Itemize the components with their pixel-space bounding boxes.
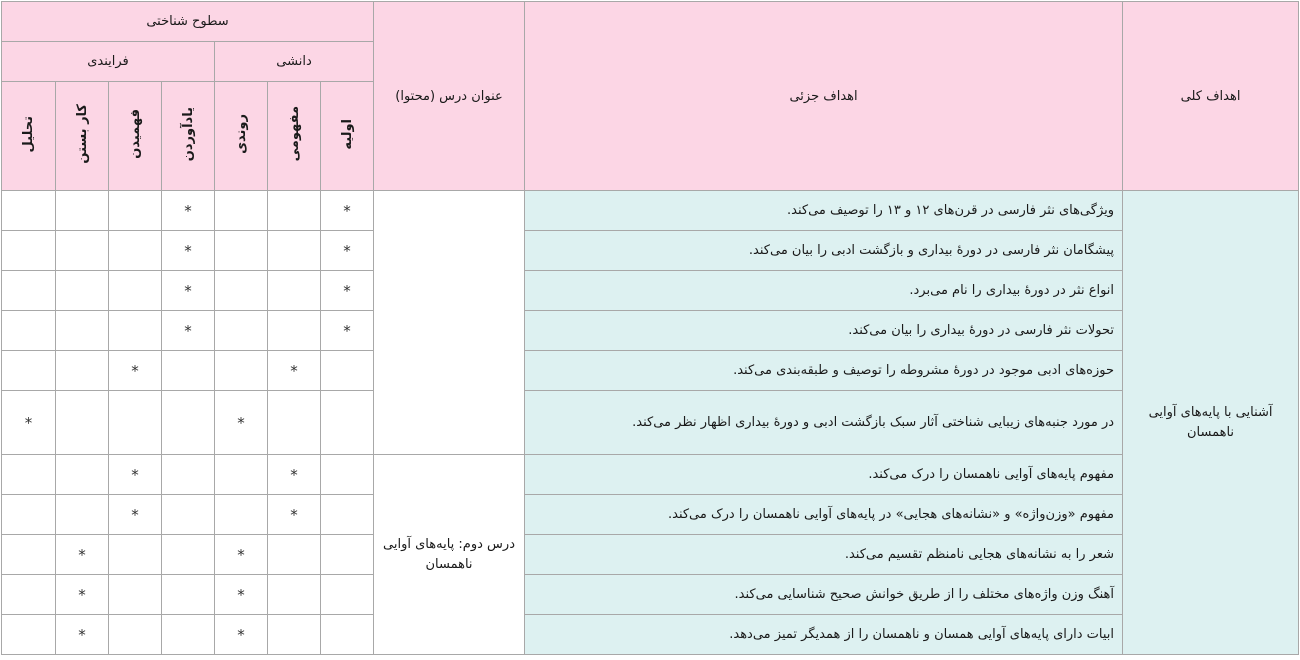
mark-understanding [109,391,162,455]
table-row [2,271,1299,311]
mark-procedural [215,311,268,351]
mark-analysis [2,455,56,495]
mark-conceptual: * [268,495,321,535]
mark-analysis [2,191,56,231]
specific-goals-header: اهداف جزئی [525,2,1123,191]
mark-conceptual [268,191,321,231]
mark-conceptual: * [268,455,321,495]
mark-primary [321,535,374,575]
table-row [2,191,1299,231]
table-row [2,351,1299,391]
level-header-analysis: تحلیل [2,82,56,191]
general-goals-header: اهداف کلی [1123,2,1299,191]
table-row [2,231,1299,271]
level-header-primary: اولیه [321,82,374,191]
mark-analysis [2,231,56,271]
level-header-remembering: یادآوردن [162,82,215,191]
mark-primary [321,495,374,535]
lesson-cell-empty [374,191,525,455]
mark-primary [321,575,374,615]
mark-understanding [109,191,162,231]
mark-understanding [109,575,162,615]
mark-conceptual [268,271,321,311]
objective-text: آهنگ وزن واژه‌های مختلف را از طریق خوانش صحیح شناسایی می‌کند. [525,575,1123,615]
mark-procedural [215,231,268,271]
mark-primary: * [321,271,374,311]
mark-procedural [215,455,268,495]
mark-analysis [2,311,56,351]
mark-understanding [109,535,162,575]
mark-procedural: * [215,615,268,655]
level-header-applying: کار بستن [56,82,109,191]
mark-conceptual [268,311,321,351]
mark-remembering: * [162,271,215,311]
mark-analysis [2,615,56,655]
mark-primary [321,351,374,391]
mark-conceptual [268,575,321,615]
mark-understanding [109,271,162,311]
mark-remembering [162,455,215,495]
knowledge-header: دانشی [215,42,374,82]
mark-procedural [215,495,268,535]
table-row [2,495,1299,535]
mark-remembering [162,351,215,391]
objective-text: مفهوم «وزن‌واژه» و «نشانه‌های هجایی» در پایه‌های آوایی ناهمسان را درک می‌کند. [525,495,1123,535]
mark-procedural: * [215,575,268,615]
mark-analysis [2,271,56,311]
mark-analysis [2,575,56,615]
mark-applying: * [56,535,109,575]
mark-applying [56,231,109,271]
table-row [2,535,1299,575]
lesson-title: درس دوم: پایه‌های آوایی ناهمسان [374,455,525,655]
table-row [2,615,1299,655]
level-header-understanding: فهمیدن [109,82,162,191]
table-row [2,575,1299,615]
mark-understanding: * [109,455,162,495]
table-row [2,311,1299,351]
mark-primary [321,455,374,495]
mark-applying [56,271,109,311]
mark-remembering [162,575,215,615]
mark-analysis [2,535,56,575]
mark-remembering: * [162,191,215,231]
mark-procedural: * [215,391,268,455]
mark-primary: * [321,231,374,271]
mark-conceptual [268,391,321,455]
lesson-title-header: عنوان درس (محتوا) [374,2,525,191]
mark-procedural [215,351,268,391]
mark-applying [56,191,109,231]
mark-applying: * [56,575,109,615]
mark-applying [56,455,109,495]
mark-understanding [109,231,162,271]
table-row [2,391,1299,455]
mark-primary [321,615,374,655]
mark-conceptual [268,615,321,655]
mark-understanding [109,311,162,351]
process-header: فرایندی [2,42,215,82]
mark-analysis [2,351,56,391]
level-header-procedural: روندی [215,82,268,191]
mark-remembering [162,391,215,455]
mark-applying [56,351,109,391]
mark-procedural [215,191,268,231]
objective-text: انواع نثر در دورهٔ بیداری را نام می‌برد. [525,271,1123,311]
cognitive-levels-header: سطوح شناختی [2,2,374,42]
level-header-conceptual: مفهومی [268,82,321,191]
mark-applying [56,311,109,351]
objective-text: مفهوم پایه‌های آوایی ناهمسان را درک می‌کند. [525,455,1123,495]
mark-remembering: * [162,231,215,271]
mark-remembering: * [162,311,215,351]
objective-text: در مورد جنبه‌های زیبایی شناختی آثار سبک بازگشت ادبی و دورهٔ بیداری اظهار نظر می‌کند. [525,391,1123,455]
mark-primary [321,391,374,455]
mark-remembering [162,535,215,575]
objective-text: تحولات نثر فارسی در دورهٔ بیداری را بیان می‌کند. [525,311,1123,351]
mark-applying: * [56,615,109,655]
general-goal: آشنایی با پایه‌های آوایی ناهمسان [1123,191,1299,655]
objective-text: ویژگی‌های نثر فارسی در قرن‌های ۱۲ و ۱۳ را توصیف می‌کند. [525,191,1123,231]
objective-text: شعر را به نشانه‌های هجایی نامنظم تقسیم می‌کند. [525,535,1123,575]
mark-primary: * [321,191,374,231]
mark-applying [56,391,109,455]
objective-text: حوزه‌های ادبی موجود در دورهٔ مشروطه را توصیف و طبقه‌بندی می‌کند. [525,351,1123,391]
mark-analysis [2,495,56,535]
mark-conceptual [268,535,321,575]
mark-understanding: * [109,351,162,391]
mark-understanding: * [109,495,162,535]
mark-applying [56,495,109,535]
mark-conceptual: * [268,351,321,391]
mark-remembering [162,615,215,655]
objectives-table [1,1,1299,655]
mark-remembering [162,495,215,535]
mark-procedural [215,271,268,311]
objective-text: پیشگامان نثر فارسی در دورهٔ بیداری و بازگشت ادبی را بیان می‌کند. [525,231,1123,271]
table-row [2,455,1299,495]
mark-procedural: * [215,535,268,575]
mark-understanding [109,615,162,655]
mark-primary: * [321,311,374,351]
mark-conceptual [268,231,321,271]
mark-analysis: * [2,391,56,455]
objective-text: ابیات دارای پایه‌های آوایی همسان و ناهمسان را از همدیگر تمیز می‌دهد. [525,615,1123,655]
